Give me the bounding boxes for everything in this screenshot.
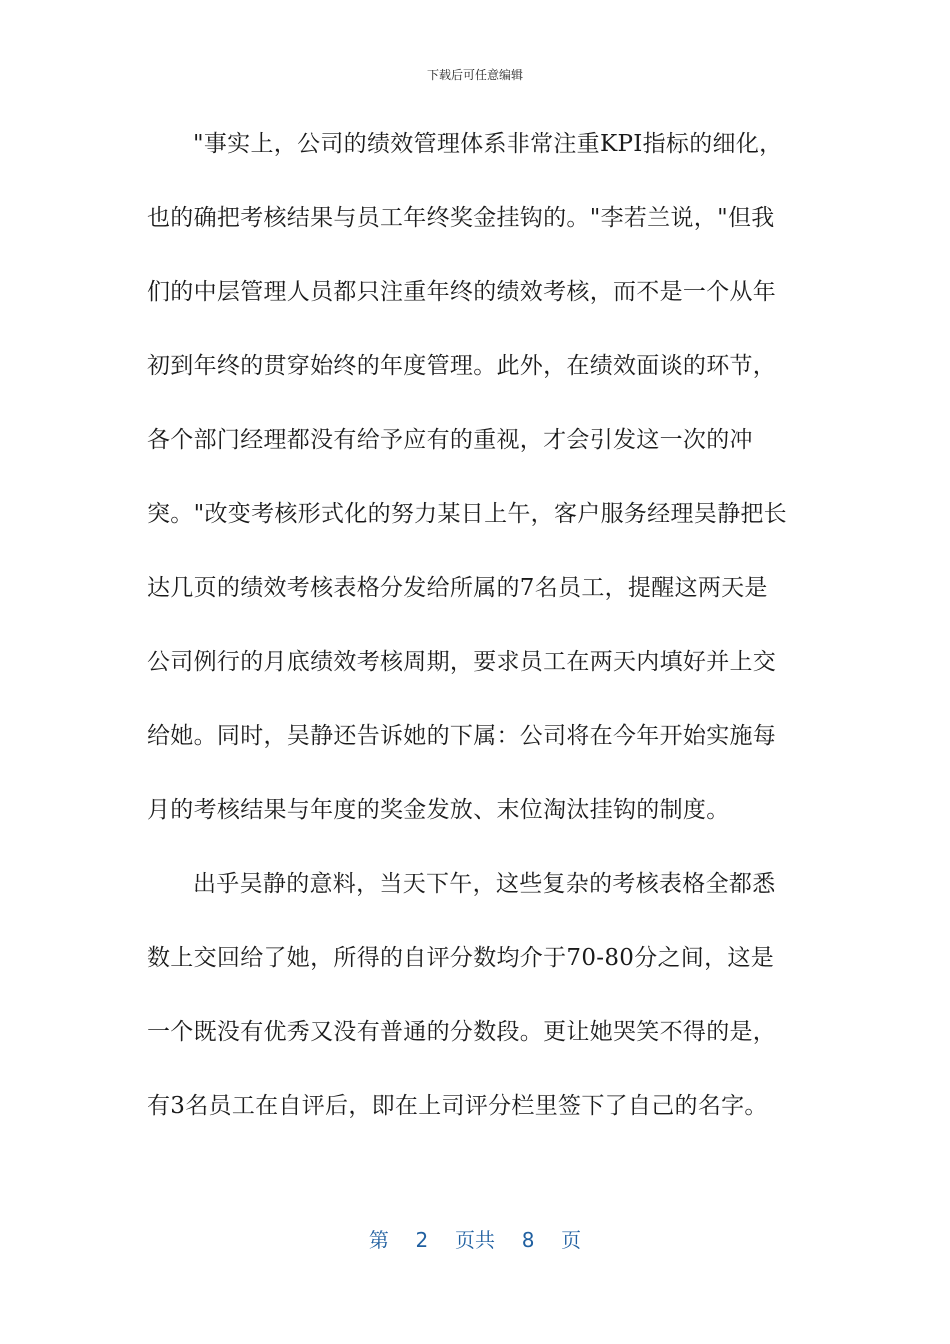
document-body [147, 124, 797, 1160]
paragraph-line: 达几页的绩效考核表格分发给所属的7名员工，提醒这两天是 [147, 575, 768, 601]
page-number-footer [0, 1224, 950, 1253]
footer-current-page: 2 [415, 1228, 429, 1252]
paragraph-line: 月的考核结果与年度的奖金发放、末位淘汰挂钩的制度。 [147, 797, 730, 823]
paragraph-line: 出乎吴静的意料，当天下午，这些复杂的考核表格全都悉 [193, 871, 776, 897]
footer-suffix: 页 [561, 1228, 582, 1252]
paragraph-line: 也的确把考核结果与员工年终奖金挂钩的。"李若兰说，"但我 [147, 205, 775, 231]
paragraph-line: 一个既没有优秀又没有普通的分数段。更让她哭笑不得的是， [147, 1019, 777, 1045]
paragraph-line: 各个部门经理都没有给予应有的重视，才会引发这一次的冲 [147, 427, 753, 453]
header-note: 下载后可任意编辑 [426, 68, 523, 82]
footer-prefix: 第 [368, 1228, 389, 1252]
paragraph-line: 数上交回给了她，所得的自评分数均介于70-80分之间，这是 [147, 945, 775, 971]
footer-total-pages: 8 [521, 1228, 535, 1252]
paragraph-line: 给她。同时，吴静还告诉她的下属：公司将在今年开始实施每 [147, 723, 777, 749]
paragraph-line: 们的中层管理人员都只注重年终的绩效考核，而不是一个从年 [147, 279, 777, 305]
paragraph-line: "事实上，公司的绩效管理体系非常注重KPI指标的细化， [193, 131, 783, 157]
paragraph-line: 公司例行的月底绩效考核周期，要求员工在两天内填好并上交 [147, 649, 777, 675]
paragraph-line: 初到年终的贯穿始终的年度管理。此外，在绩效面谈的环节， [147, 353, 777, 379]
footer-middle: 页共 [455, 1228, 495, 1252]
paragraph-line: 突。"改变考核形式化的努力某日上午，客户服务经理吴静把长 [147, 501, 787, 527]
paragraph-line: 有3名员工在自评后，即在上司评分栏里签下了自己的名字。 [147, 1093, 768, 1119]
